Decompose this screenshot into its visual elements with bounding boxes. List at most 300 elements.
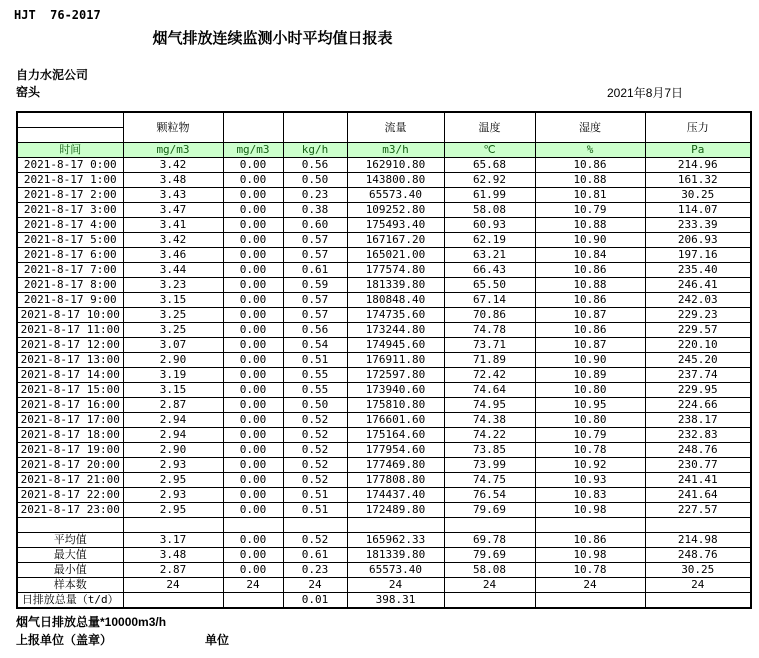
summary-row-value: 0.00 bbox=[223, 548, 283, 563]
table-row-value: 0.59 bbox=[283, 278, 347, 293]
table-row-value: 241.64 bbox=[645, 488, 751, 503]
table-row-value: 0.55 bbox=[283, 383, 347, 398]
summary-row-value: 248.76 bbox=[645, 548, 751, 563]
table-row bbox=[17, 203, 751, 218]
summary-row-value: 10.98 bbox=[535, 548, 645, 563]
table-row-value: 3.23 bbox=[123, 278, 223, 293]
table-row-value: 165021.00 bbox=[347, 248, 444, 263]
header-pressure: 压力 bbox=[645, 112, 751, 143]
daily-total-row-value bbox=[535, 593, 645, 609]
table-row-label: 2021-8-17 22:00 bbox=[17, 488, 123, 503]
table-row-label: 2021-8-17 4:00 bbox=[17, 218, 123, 233]
table-row-value: 74.22 bbox=[444, 428, 535, 443]
table-row-value: 0.00 bbox=[223, 218, 283, 233]
daily-total-row-value bbox=[223, 593, 283, 609]
unit-pm-concentration-2: mg/m3 bbox=[223, 143, 283, 158]
table-row bbox=[17, 218, 751, 233]
table-row-value: 167167.20 bbox=[347, 233, 444, 248]
table-row bbox=[17, 188, 751, 203]
table-row-value: 143800.80 bbox=[347, 173, 444, 188]
table-row-value: 224.66 bbox=[645, 398, 751, 413]
header-flow: 流量 bbox=[347, 112, 444, 143]
spacer-cell bbox=[123, 518, 223, 533]
table-row-value: 62.92 bbox=[444, 173, 535, 188]
table-row-value: 3.42 bbox=[123, 233, 223, 248]
table-row-value: 3.41 bbox=[123, 218, 223, 233]
table-row-value: 74.64 bbox=[444, 383, 535, 398]
table-row-value: 248.76 bbox=[645, 443, 751, 458]
summary-row-value: 3.17 bbox=[123, 533, 223, 548]
spacer-cell bbox=[347, 518, 444, 533]
table-row-label: 2021-8-17 10:00 bbox=[17, 308, 123, 323]
table-row-value: 65573.40 bbox=[347, 188, 444, 203]
table-row-value: 0.60 bbox=[283, 218, 347, 233]
spacer-cell bbox=[283, 518, 347, 533]
table-row-value: 177954.60 bbox=[347, 443, 444, 458]
table-row-value: 173940.60 bbox=[347, 383, 444, 398]
table-row-value: 0.52 bbox=[283, 413, 347, 428]
footer-report-unit-label: 上报单位（盖章） bbox=[16, 633, 113, 647]
table-row-label: 2021-8-17 17:00 bbox=[17, 413, 123, 428]
table-row-label: 2021-8-17 16:00 bbox=[17, 398, 123, 413]
table-row-value: 65.68 bbox=[444, 158, 535, 173]
station-name: 窑头 bbox=[16, 85, 41, 99]
table-row-value: 0.57 bbox=[283, 293, 347, 308]
table-row-value: 0.00 bbox=[223, 323, 283, 338]
unit-pm-concentration: mg/m3 bbox=[123, 143, 223, 158]
table-row-value: 10.87 bbox=[535, 338, 645, 353]
table-row-value: 0.50 bbox=[283, 173, 347, 188]
summary-row-value: 10.86 bbox=[535, 533, 645, 548]
table-row-value: 206.93 bbox=[645, 233, 751, 248]
unit-flow: m3/h bbox=[347, 143, 444, 158]
summary-row-value: 79.69 bbox=[444, 548, 535, 563]
table-row-value: 175810.80 bbox=[347, 398, 444, 413]
table-row-value: 10.95 bbox=[535, 398, 645, 413]
header-time: 时间 bbox=[17, 143, 123, 158]
table-row-value: 60.93 bbox=[444, 218, 535, 233]
table-row bbox=[17, 503, 751, 518]
table-row-value: 233.39 bbox=[645, 218, 751, 233]
summary-row-label: 最大值 bbox=[17, 548, 123, 563]
header-temperature: 温度 bbox=[444, 112, 535, 143]
table-row-value: 175493.40 bbox=[347, 218, 444, 233]
table-row-value: 0.00 bbox=[223, 263, 283, 278]
table-row-value: 0.50 bbox=[283, 398, 347, 413]
table-row-value: 2.93 bbox=[123, 488, 223, 503]
table-row-value: 238.17 bbox=[645, 413, 751, 428]
table-row-label: 2021-8-17 3:00 bbox=[17, 203, 123, 218]
table-row bbox=[17, 383, 751, 398]
header-row-1 bbox=[17, 112, 751, 128]
summary-row-value: 0.00 bbox=[223, 563, 283, 578]
table-row-value: 172489.80 bbox=[347, 503, 444, 518]
table-row-value: 0.00 bbox=[223, 338, 283, 353]
summary-row-value: 65573.40 bbox=[347, 563, 444, 578]
table-row-value: 3.46 bbox=[123, 248, 223, 263]
table-row bbox=[17, 323, 751, 338]
table-row-value: 0.00 bbox=[223, 413, 283, 428]
table-row-value: 10.90 bbox=[535, 233, 645, 248]
table-row-value: 10.90 bbox=[535, 353, 645, 368]
summary-row-value: 0.00 bbox=[223, 533, 283, 548]
table-row-value: 177469.80 bbox=[347, 458, 444, 473]
table-row-label: 2021-8-17 11:00 bbox=[17, 323, 123, 338]
table-row-value: 66.43 bbox=[444, 263, 535, 278]
footer-unit-label: 单位 bbox=[205, 633, 230, 647]
header-empty-2 bbox=[283, 112, 347, 143]
table-row-value: 72.42 bbox=[444, 368, 535, 383]
daily-total-row-value bbox=[645, 593, 751, 609]
summary-row bbox=[17, 563, 751, 578]
table-row bbox=[17, 413, 751, 428]
table-row-value: 10.88 bbox=[535, 218, 645, 233]
summary-row bbox=[17, 548, 751, 563]
table-row-value: 0.54 bbox=[283, 338, 347, 353]
table-row-value: 0.61 bbox=[283, 263, 347, 278]
table-row-value: 0.55 bbox=[283, 368, 347, 383]
table-row-value: 73.99 bbox=[444, 458, 535, 473]
table-row-value: 10.84 bbox=[535, 248, 645, 263]
table-row-label: 2021-8-17 1:00 bbox=[17, 173, 123, 188]
standard-code: HJT 76-2017 bbox=[14, 8, 101, 22]
footer-note: 烟气日排放总量*10000m3/h bbox=[16, 615, 167, 629]
table-row-value: 162910.80 bbox=[347, 158, 444, 173]
table-row-label: 2021-8-17 19:00 bbox=[17, 443, 123, 458]
table-row-value: 176601.60 bbox=[347, 413, 444, 428]
table-row-value: 161.32 bbox=[645, 173, 751, 188]
table-row-value: 61.99 bbox=[444, 188, 535, 203]
table-row-value: 3.43 bbox=[123, 188, 223, 203]
spacer-cell bbox=[223, 518, 283, 533]
table-row bbox=[17, 233, 751, 248]
table-row-value: 58.08 bbox=[444, 203, 535, 218]
header-empty-1 bbox=[223, 112, 283, 143]
table-row-value: 0.00 bbox=[223, 203, 283, 218]
table-row bbox=[17, 263, 751, 278]
table-row-value: 10.92 bbox=[535, 458, 645, 473]
table-row-value: 10.87 bbox=[535, 308, 645, 323]
table-row-value: 73.71 bbox=[444, 338, 535, 353]
daily-total-row-label: 日排放总量（t/d） bbox=[17, 593, 123, 609]
table-row bbox=[17, 173, 751, 188]
summary-row-value: 30.25 bbox=[645, 563, 751, 578]
table-row-label: 2021-8-17 14:00 bbox=[17, 368, 123, 383]
page-title: 烟气排放连续监测小时平均值日报表 bbox=[152, 30, 393, 47]
table-row-value: 0.00 bbox=[223, 458, 283, 473]
spacer-cell bbox=[17, 518, 123, 533]
table-row-label: 2021-8-17 15:00 bbox=[17, 383, 123, 398]
table-row-value: 114.07 bbox=[645, 203, 751, 218]
table-row bbox=[17, 248, 751, 263]
table-row-label: 2021-8-17 2:00 bbox=[17, 188, 123, 203]
table-row-value: 0.56 bbox=[283, 323, 347, 338]
summary-row-value: 24 bbox=[123, 578, 223, 593]
table-row-value: 73.85 bbox=[444, 443, 535, 458]
table-row-value: 79.69 bbox=[444, 503, 535, 518]
table-row-value: 0.51 bbox=[283, 488, 347, 503]
table-row-value: 0.57 bbox=[283, 233, 347, 248]
header-particulate: 颗粒物 bbox=[123, 112, 223, 143]
table-row-value: 74.78 bbox=[444, 323, 535, 338]
table-row-value: 0.52 bbox=[283, 458, 347, 473]
table-row-value: 0.00 bbox=[223, 233, 283, 248]
table-row bbox=[17, 443, 751, 458]
table-row-value: 10.86 bbox=[535, 323, 645, 338]
unit-pressure: Pa bbox=[645, 143, 751, 158]
table-row-label: 2021-8-17 6:00 bbox=[17, 248, 123, 263]
table-row-value: 109252.80 bbox=[347, 203, 444, 218]
table-row-value: 10.86 bbox=[535, 263, 645, 278]
table-row-value: 174437.40 bbox=[347, 488, 444, 503]
summary-row-value: 24 bbox=[645, 578, 751, 593]
summary-rows bbox=[17, 533, 751, 609]
table-row-value: 2.87 bbox=[123, 398, 223, 413]
table-row-value: 220.10 bbox=[645, 338, 751, 353]
unit-header-row bbox=[17, 143, 751, 158]
data-rows bbox=[17, 158, 751, 518]
table-row-value: 0.51 bbox=[283, 353, 347, 368]
table-row-value: 0.38 bbox=[283, 203, 347, 218]
summary-row-value: 24 bbox=[283, 578, 347, 593]
table-row bbox=[17, 368, 751, 383]
table-row-value: 0.00 bbox=[223, 488, 283, 503]
table-row-label: 2021-8-17 8:00 bbox=[17, 278, 123, 293]
summary-row-value: 165962.33 bbox=[347, 533, 444, 548]
table-row-value: 2.93 bbox=[123, 458, 223, 473]
table-row-value: 237.74 bbox=[645, 368, 751, 383]
table-row-value: 67.14 bbox=[444, 293, 535, 308]
summary-row-value: 24 bbox=[347, 578, 444, 593]
table-row-value: 30.25 bbox=[645, 188, 751, 203]
table-row-label: 2021-8-17 18:00 bbox=[17, 428, 123, 443]
unit-pm-rate: kg/h bbox=[283, 143, 347, 158]
corner-cell-top bbox=[17, 112, 123, 128]
table-row-value: 74.95 bbox=[444, 398, 535, 413]
daily-total-row-value: 398.31 bbox=[347, 593, 444, 609]
table-row-value: 0.00 bbox=[223, 308, 283, 323]
table-row-value: 241.41 bbox=[645, 473, 751, 488]
spacer-cell bbox=[645, 518, 751, 533]
corner-cell-bottom bbox=[17, 128, 123, 143]
table-row-value: 10.78 bbox=[535, 443, 645, 458]
daily-total-row-value bbox=[123, 593, 223, 609]
table-row-value: 10.83 bbox=[535, 488, 645, 503]
table-row bbox=[17, 398, 751, 413]
table-row-value: 227.57 bbox=[645, 503, 751, 518]
table-row-value: 10.88 bbox=[535, 278, 645, 293]
table-row-value: 0.51 bbox=[283, 503, 347, 518]
table-row-value: 0.00 bbox=[223, 173, 283, 188]
table-row-value: 176911.80 bbox=[347, 353, 444, 368]
table-row-value: 0.00 bbox=[223, 398, 283, 413]
table-row-value: 10.81 bbox=[535, 188, 645, 203]
spacer-cell bbox=[535, 518, 645, 533]
table-row-label: 2021-8-17 12:00 bbox=[17, 338, 123, 353]
summary-row-value: 10.78 bbox=[535, 563, 645, 578]
table-row-value: 177574.80 bbox=[347, 263, 444, 278]
table-row-value: 3.15 bbox=[123, 383, 223, 398]
table-row-value: 0.57 bbox=[283, 308, 347, 323]
table-row-value: 229.57 bbox=[645, 323, 751, 338]
table-row bbox=[17, 353, 751, 368]
table-row-value: 0.00 bbox=[223, 368, 283, 383]
daily-total-row-value: 0.01 bbox=[283, 593, 347, 609]
table-row-value: 10.80 bbox=[535, 413, 645, 428]
table-row-value: 0.00 bbox=[223, 188, 283, 203]
table-row-value: 10.80 bbox=[535, 383, 645, 398]
table-row-value: 3.47 bbox=[123, 203, 223, 218]
table-row-label: 2021-8-17 20:00 bbox=[17, 458, 123, 473]
table-row-value: 10.98 bbox=[535, 503, 645, 518]
summary-row-label: 最小值 bbox=[17, 563, 123, 578]
table-row-value: 174945.60 bbox=[347, 338, 444, 353]
table-row-value: 2.95 bbox=[123, 473, 223, 488]
unit-humidity: % bbox=[535, 143, 645, 158]
summary-row-value: 0.61 bbox=[283, 548, 347, 563]
table-row-value: 172597.80 bbox=[347, 368, 444, 383]
table-row-value: 0.00 bbox=[223, 158, 283, 173]
table-row-label: 2021-8-17 13:00 bbox=[17, 353, 123, 368]
summary-row-value: 3.48 bbox=[123, 548, 223, 563]
daily-total-row-value bbox=[444, 593, 535, 609]
table-row-value: 0.00 bbox=[223, 383, 283, 398]
table-row-value: 65.50 bbox=[444, 278, 535, 293]
table-row-value: 0.00 bbox=[223, 473, 283, 488]
table-row-value: 63.21 bbox=[444, 248, 535, 263]
summary-row-value: 181339.80 bbox=[347, 548, 444, 563]
table-row-value: 245.20 bbox=[645, 353, 751, 368]
table-row-value: 3.15 bbox=[123, 293, 223, 308]
table-row-value: 0.00 bbox=[223, 248, 283, 263]
table-row-value: 10.89 bbox=[535, 368, 645, 383]
table-row bbox=[17, 293, 751, 308]
table-row-value: 70.86 bbox=[444, 308, 535, 323]
table-row-value: 76.54 bbox=[444, 488, 535, 503]
summary-row-label: 平均值 bbox=[17, 533, 123, 548]
summary-row bbox=[17, 533, 751, 548]
table-row-value: 197.16 bbox=[645, 248, 751, 263]
spacer-cell bbox=[444, 518, 535, 533]
summary-row-value: 0.23 bbox=[283, 563, 347, 578]
summary-row-value: 58.08 bbox=[444, 563, 535, 578]
table-row-value: 174735.60 bbox=[347, 308, 444, 323]
table-row-label: 2021-8-17 9:00 bbox=[17, 293, 123, 308]
table-row-value: 181339.80 bbox=[347, 278, 444, 293]
table-row-value: 3.25 bbox=[123, 308, 223, 323]
table-row-value: 175164.60 bbox=[347, 428, 444, 443]
company-name: 自力水泥公司 bbox=[16, 68, 89, 82]
table-row-value: 0.52 bbox=[283, 443, 347, 458]
table-row-value: 246.41 bbox=[645, 278, 751, 293]
table-row-label: 2021-8-17 21:00 bbox=[17, 473, 123, 488]
table-row bbox=[17, 278, 751, 293]
table-row-value: 235.40 bbox=[645, 263, 751, 278]
table-row bbox=[17, 473, 751, 488]
table-row-value: 230.77 bbox=[645, 458, 751, 473]
table-row-value: 71.89 bbox=[444, 353, 535, 368]
table-row-value: 242.03 bbox=[645, 293, 751, 308]
table-row-value: 74.75 bbox=[444, 473, 535, 488]
table-row-value: 10.79 bbox=[535, 203, 645, 218]
table-row-value: 177808.80 bbox=[347, 473, 444, 488]
table-row-value: 3.19 bbox=[123, 368, 223, 383]
table-row-value: 0.56 bbox=[283, 158, 347, 173]
table-row-value: 214.96 bbox=[645, 158, 751, 173]
summary-row-label: 样本数 bbox=[17, 578, 123, 593]
table-row-value: 0.00 bbox=[223, 443, 283, 458]
table-row-value: 0.00 bbox=[223, 353, 283, 368]
summary-row-value: 2.87 bbox=[123, 563, 223, 578]
table-row-value: 0.52 bbox=[283, 473, 347, 488]
table-row-value: 10.86 bbox=[535, 158, 645, 173]
table-row-value: 3.48 bbox=[123, 173, 223, 188]
table-row-value: 0.23 bbox=[283, 188, 347, 203]
table-row-value: 0.00 bbox=[223, 278, 283, 293]
table-row-value: 3.25 bbox=[123, 323, 223, 338]
table-row-value: 10.79 bbox=[535, 428, 645, 443]
table-row-value: 62.19 bbox=[444, 233, 535, 248]
table-row-value: 2.90 bbox=[123, 353, 223, 368]
summary-row-value: 0.52 bbox=[283, 533, 347, 548]
table-row-value: 0.00 bbox=[223, 293, 283, 308]
table-row-value: 0.00 bbox=[223, 503, 283, 518]
table-row bbox=[17, 458, 751, 473]
table-row-value: 3.42 bbox=[123, 158, 223, 173]
table-row-value: 10.93 bbox=[535, 473, 645, 488]
table-row-value: 2.94 bbox=[123, 428, 223, 443]
table-row-value: 10.86 bbox=[535, 293, 645, 308]
summary-row-value: 69.78 bbox=[444, 533, 535, 548]
table-row-value: 2.90 bbox=[123, 443, 223, 458]
summary-row-value: 24 bbox=[444, 578, 535, 593]
report-table bbox=[16, 111, 752, 609]
summary-row-value: 24 bbox=[535, 578, 645, 593]
spacer-row bbox=[17, 518, 751, 533]
table-row-value: 173244.80 bbox=[347, 323, 444, 338]
daily-total-row bbox=[17, 593, 751, 609]
table-row-label: 2021-8-17 7:00 bbox=[17, 263, 123, 278]
table-row-value: 232.83 bbox=[645, 428, 751, 443]
unit-temperature: ℃ bbox=[444, 143, 535, 158]
table-row-label: 2021-8-17 23:00 bbox=[17, 503, 123, 518]
table-row-value: 3.07 bbox=[123, 338, 223, 353]
table-row-value: 229.95 bbox=[645, 383, 751, 398]
summary-row-value: 24 bbox=[223, 578, 283, 593]
table-row-label: 2021-8-17 5:00 bbox=[17, 233, 123, 248]
table-row-value: 0.57 bbox=[283, 248, 347, 263]
table-row-label: 2021-8-17 0:00 bbox=[17, 158, 123, 173]
table-row-value: 0.00 bbox=[223, 428, 283, 443]
summary-row-value: 214.98 bbox=[645, 533, 751, 548]
table-row bbox=[17, 338, 751, 353]
summary-row bbox=[17, 578, 751, 593]
table-row-value: 2.94 bbox=[123, 413, 223, 428]
table-row-value: 229.23 bbox=[645, 308, 751, 323]
table-row-value: 0.52 bbox=[283, 428, 347, 443]
table-row bbox=[17, 158, 751, 173]
table-row bbox=[17, 488, 751, 503]
report-date: 2021年8月7日 bbox=[607, 86, 684, 100]
table-row-value: 10.88 bbox=[535, 173, 645, 188]
table-row-value: 3.44 bbox=[123, 263, 223, 278]
table-row-value: 74.38 bbox=[444, 413, 535, 428]
table-row-value: 2.95 bbox=[123, 503, 223, 518]
table-row bbox=[17, 428, 751, 443]
header-humidity: 湿度 bbox=[535, 112, 645, 143]
table-row-value: 180848.40 bbox=[347, 293, 444, 308]
table-row bbox=[17, 308, 751, 323]
